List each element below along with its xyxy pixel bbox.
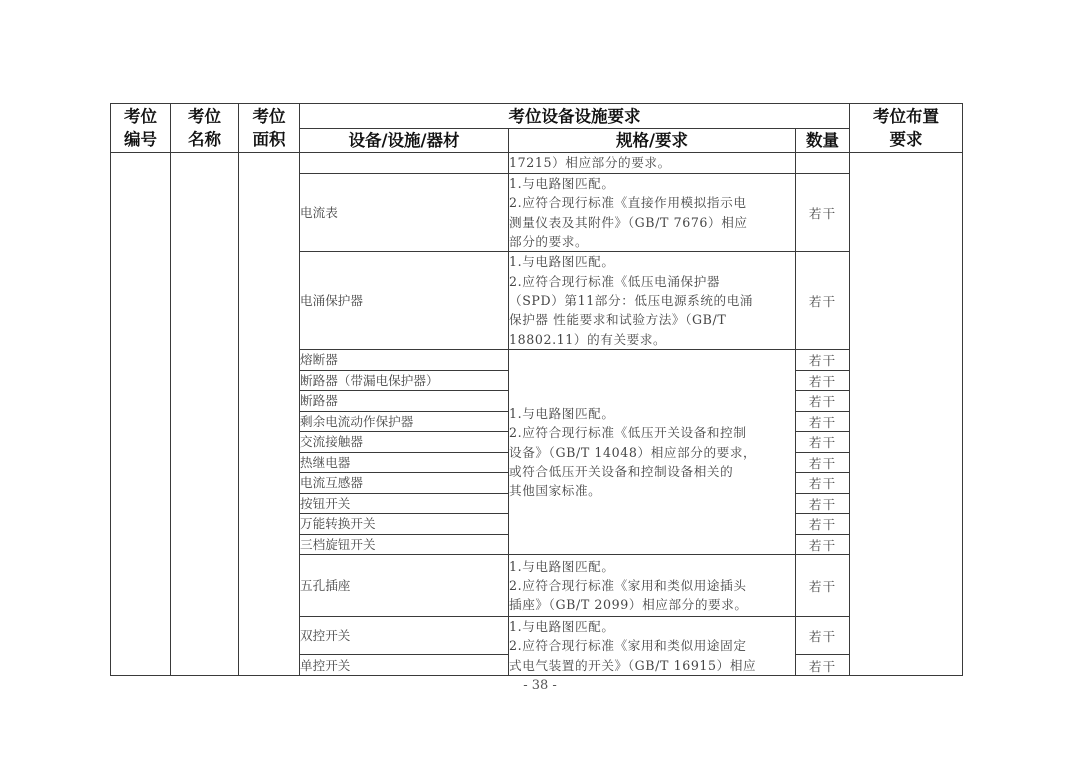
header-equipment-requirements: 考位设备设施要求 [300,104,850,129]
quantity-cell: 若干 [796,411,850,432]
header-spec: 规格/要求 [509,129,796,153]
equipment-cell: 交流接触器 [300,432,509,453]
quantity-cell: 若干 [796,473,850,494]
equipment-cell: 熔断器 [300,350,509,371]
header-station-id: 考位 编号 [111,104,171,153]
header-station-area: 考位 面积 [239,104,300,153]
page-number: - 38 - [523,678,557,693]
quantity-cell: 若干 [796,452,850,473]
equipment-cell: 热继电器 [300,452,509,473]
quantity-cell [796,153,850,174]
exam-station-equipment-table [110,103,963,676]
equipment-cell: 电涌保护器 [300,252,509,350]
equipment-cell: 电流表 [300,174,509,252]
quantity-cell: 若干 [796,534,850,555]
equipment-cell: 断路器 [300,391,509,412]
equipment-cell: 五孔插座 [300,555,509,617]
spec-cell: 1.与电路图匹配。 2.应符合现行标准《家用和类似用途插头 插座》（GB/T 2099）相应部分的要求。 [509,555,796,617]
equipment-cell: 电流互感器 [300,473,509,494]
layout-requirements-cell [850,153,963,676]
quantity-cell: 若干 [796,391,850,412]
spec-cell-switchgear: 1.与电路图匹配。 2.应符合现行标准《低压开关设备和控制 设备》（GB/T 14048）相应部分的要求， 或符合低压开关设备和控制设备相关的 其他国家标准。 [509,350,796,555]
quantity-cell: 若干 [796,432,850,453]
quantity-cell: 若干 [796,617,850,655]
spec-cell: 1.与电路图匹配。 2.应符合现行标准《低压电涌保护器 （SPD）第11部分：低压电源系统的电涌 保护器 性能要求和试验方法》（GB/T 18802.11）的有关要求。 [509,252,796,350]
equipment-cell: 三档旋钮开关 [300,534,509,555]
header-station-name: 考位 名称 [171,104,239,153]
equipment-cell: 双控开关 [300,617,509,655]
station-id-cell [111,153,171,676]
header-layout-requirements: 考位布置 要求 [850,104,963,153]
quantity-cell: 若干 [796,252,850,350]
quantity-cell: 若干 [796,514,850,535]
equipment-cell: 断路器（带漏电保护器） [300,370,509,391]
quantity-cell: 若干 [796,655,850,676]
quantity-cell: 若干 [796,493,850,514]
quantity-cell: 若干 [796,370,850,391]
equipment-cell: 单控开关 [300,655,509,676]
equipment-cell: 按钮开关 [300,493,509,514]
quantity-cell: 若干 [796,555,850,617]
equipment-cell: 剩余电流动作保护器 [300,411,509,432]
station-area-cell [239,153,300,676]
spec-cell: 1.与电路图匹配。 2.应符合现行标准《直接作用模拟指示电 测量仪表及其附件》（GB/T 7676）相应 部分的要求。 [509,174,796,252]
quantity-cell: 若干 [796,350,850,371]
table-row [111,153,963,174]
quantity-cell: 若干 [796,174,850,252]
equipment-cell: 万能转换开关 [300,514,509,535]
header-quantity: 数量 [796,129,850,153]
header-equipment: 设备/设施/器材 [300,129,509,153]
equipment-cell [300,153,509,174]
spec-cell-switches: 1.与电路图匹配。 2.应符合现行标准《家用和类似用途固定 式电气装置的开关》（GB/T 16915）相应 [509,617,796,676]
spec-cell: 17215）相应部分的要求。 [509,153,796,174]
station-name-cell [171,153,239,676]
